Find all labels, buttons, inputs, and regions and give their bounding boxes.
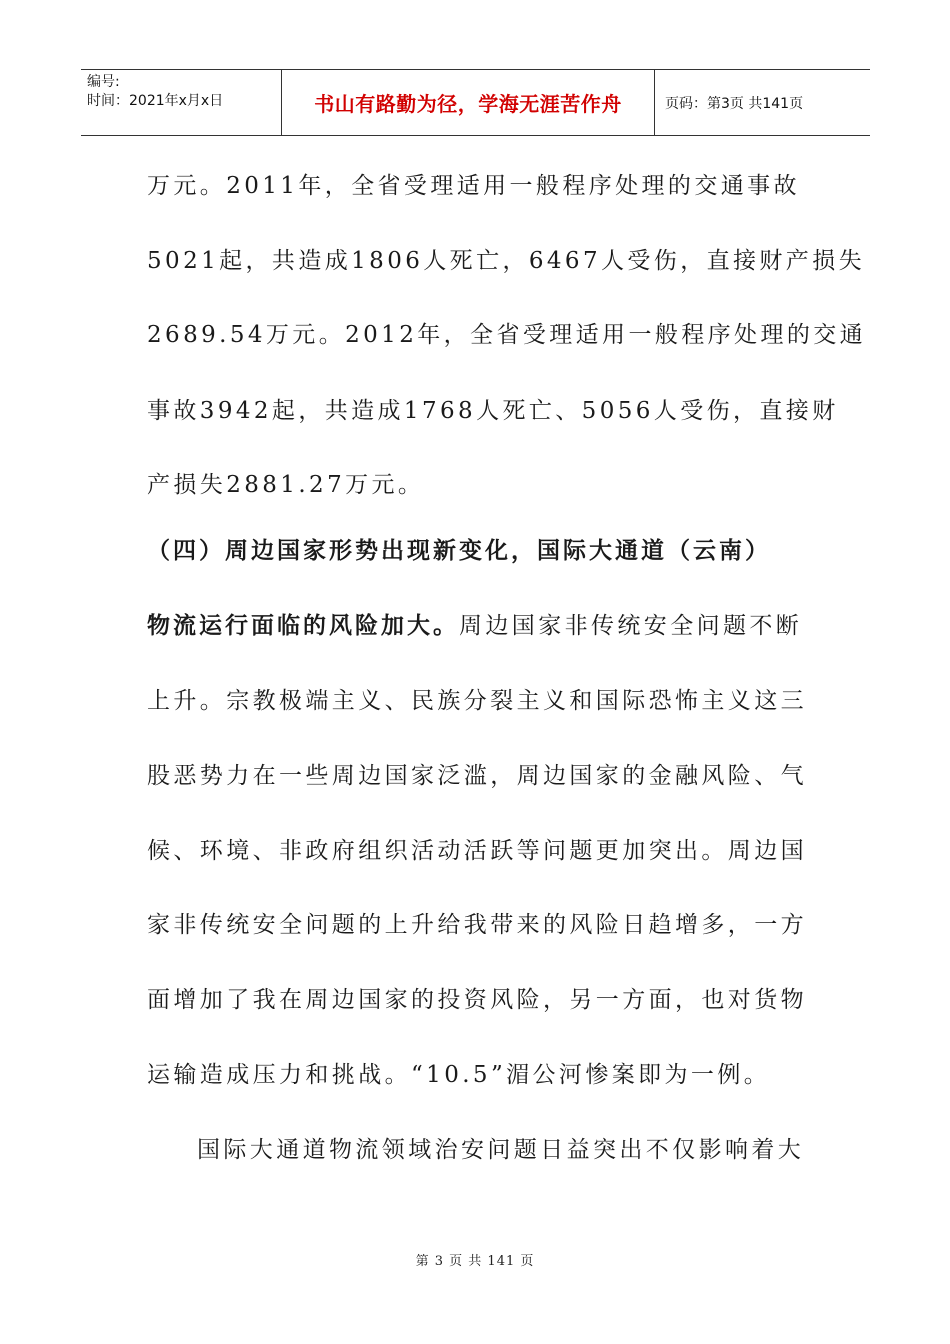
body-line: 产损失2881.27万元。: [147, 472, 425, 498]
header-meta-cell: [81, 70, 282, 135]
body-line: 2689.54万元。2012年，全省受理适用一般程序处理的交通: [147, 322, 867, 348]
body-line: 5021起，共造成1806人死亡，6467人受伤，直接财产损失: [147, 248, 865, 274]
body-line: 候、环境、非政府组织活动活跃等问题更加突出。周边国: [147, 838, 807, 864]
body-line: 面增加了我在周边国家的投资风险，另一方面，也对货物: [147, 987, 807, 1013]
header-page-info: 页码：第3页 共141页: [665, 95, 804, 112]
document-number-label: 编号:: [87, 74, 120, 90]
body-line: 股恶势力在一些周边国家泛滥，周边国家的金融风险、气: [147, 763, 807, 789]
section-heading: （四）周边国家形势出现新变化，国际大通道（云南）: [147, 538, 771, 564]
body-line: 事故3942起，共造成1768人死亡、5056人受伤，直接财: [147, 398, 839, 424]
page-footer: 第 3 页 共 141 页: [415, 1254, 535, 1269]
section-heading-continued: 物流运行面临的风险加大。: [147, 613, 459, 639]
body-line: 上升。宗教极端主义、民族分裂主义和国际恐怖主义这三: [147, 688, 807, 714]
body-line: 家非传统安全问题的上升给我带来的风险日趋增多，一方: [147, 912, 807, 938]
body-text: 周边国家非传统安全问题不断: [459, 613, 803, 639]
body-line-mixed: [147, 611, 802, 641]
body-line-indented: 国际大通道物流领域治安问题日益突出不仅影响着大: [197, 1137, 805, 1163]
document-time-label: 时间：2021年x月x日: [87, 93, 224, 109]
header-motto: 书山有路勤为径，学海无涯苦作舟: [282, 70, 655, 135]
body-line: 运输造成压力和挑战。“10.5”湄公河惨案即为一例。: [147, 1062, 771, 1088]
body-line: 万元。2011年，全省受理适用一般程序处理的交通事故: [147, 173, 800, 199]
page-header: [81, 69, 870, 136]
